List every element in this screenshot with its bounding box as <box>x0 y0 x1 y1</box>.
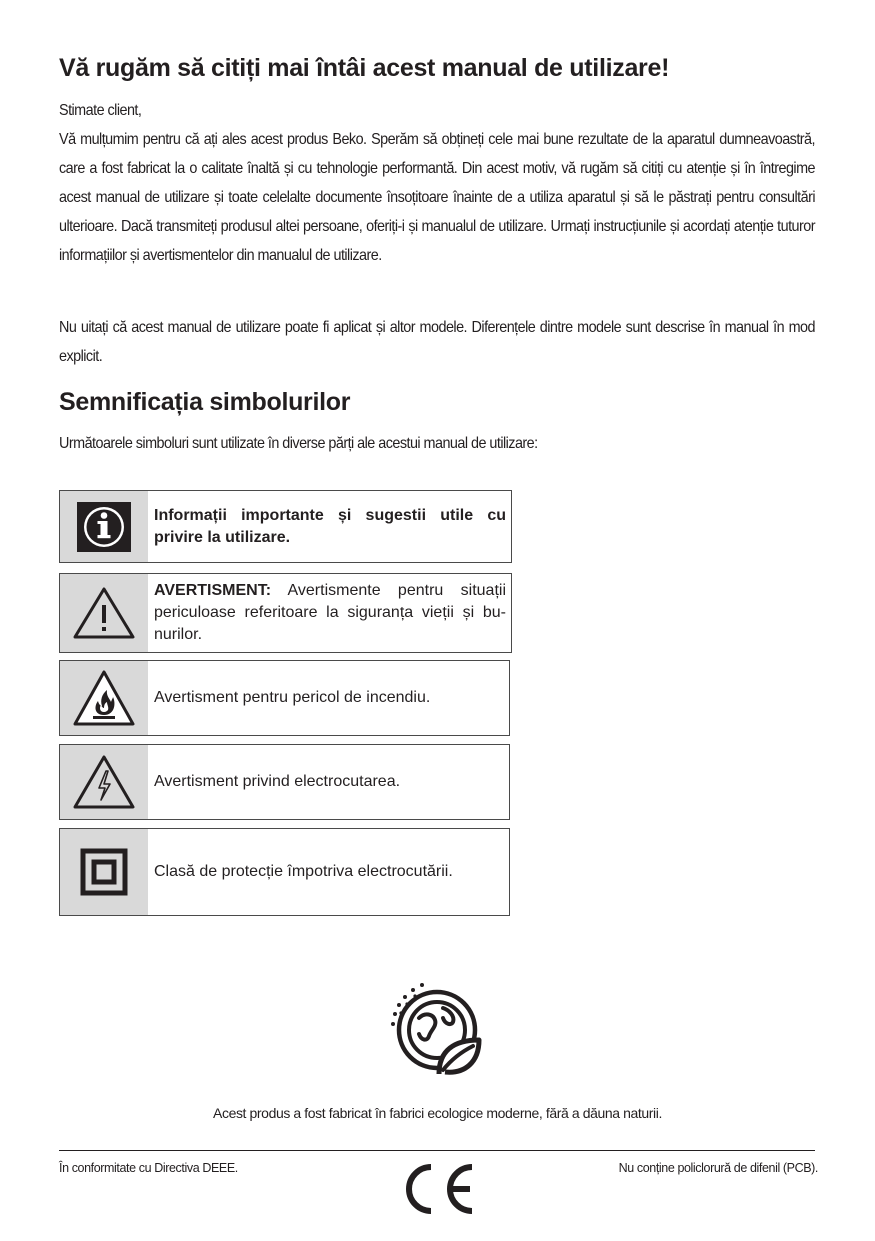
symbols-heading: Semnificația simbolurilor <box>59 388 351 416</box>
greeting <box>59 96 815 125</box>
fire-hazard-icon <box>60 661 148 735</box>
page-title: Vă rugăm să citiți mai întâi acest manual de utilizare! <box>59 54 670 82</box>
warning-icon <box>60 574 148 652</box>
footer-divider <box>59 1150 815 1151</box>
symbol-row-protection-class <box>59 828 510 916</box>
symbol-text: Avertismente pentru situații periculoase referitoare la siguranța vieții și bu-nurilor. <box>154 582 506 643</box>
symbol-row-electric <box>59 744 510 820</box>
symbol-row-fire <box>59 660 510 736</box>
note-paragraph <box>59 313 815 371</box>
eco-statement: Acest produs a fost fabricat în fabrici ecologice moderne, fără a dăuna naturii. <box>213 1105 662 1121</box>
intro-text: Vă mulțumim pentru că ați ales acest produs Beko. Sperăm să obțineți cele mai bune rezultate de la aparatul dumneavoastră, care a fost fabricat la o calitate înaltă și cu tehnologie performantă. Din acest motiv, vă rugăm să citiți cu atenție și în întregime acest manual de utilizare și toate celelalte documente însoțitoare înainte de a utiliza aparatul și să le păstrați pentru consultări ulterioare. Dacă transmiteți produsul altei persoane, oferiți-i și manualul de utilizare. Urmați instrucțiunile și acordați atenție tuturor informațiilor și avertismentelor din manualul de utilizare. <box>59 131 815 264</box>
eco-globe-leaf-icon <box>385 978 485 1084</box>
electric-shock-icon <box>60 745 148 819</box>
double-insulation-icon <box>60 829 148 915</box>
weee-compliance-note: În conformitate cu Directiva DEEE. <box>59 1161 238 1175</box>
symbols-intro <box>59 429 815 458</box>
symbol-text: Avertisment pentru pericol de incendiu. <box>154 689 431 706</box>
intro-paragraph <box>59 125 815 270</box>
symbol-text: Clasă de protecție împotriva electrocutării. <box>154 863 453 880</box>
symbol-row-warning <box>59 573 512 653</box>
symbol-bold-text: AVERTISMENT: <box>154 582 272 599</box>
symbol-text: Avertisment privind electrocutarea. <box>154 773 401 790</box>
greeting-text: Stimate client, <box>59 102 142 119</box>
symbol-bold-text: Informații importante și sugestii utile cu privire la utilizare. <box>154 506 506 546</box>
symbol-row-info <box>59 490 512 563</box>
info-icon <box>60 491 148 562</box>
ce-mark-icon <box>400 1161 476 1217</box>
note-text: Nu uitați că acest manual de utilizare poate fi aplicat și altor modele. Diferențele dintre modele sunt descrise în manual în mod explicit. <box>59 319 815 365</box>
pcb-note: Nu conține policlorură de difenil (PCB). <box>618 1161 818 1175</box>
symbols-intro-text: Următoarele simboluri sunt utilizate în diverse părți ale acestui manual de utilizare: <box>59 435 538 452</box>
